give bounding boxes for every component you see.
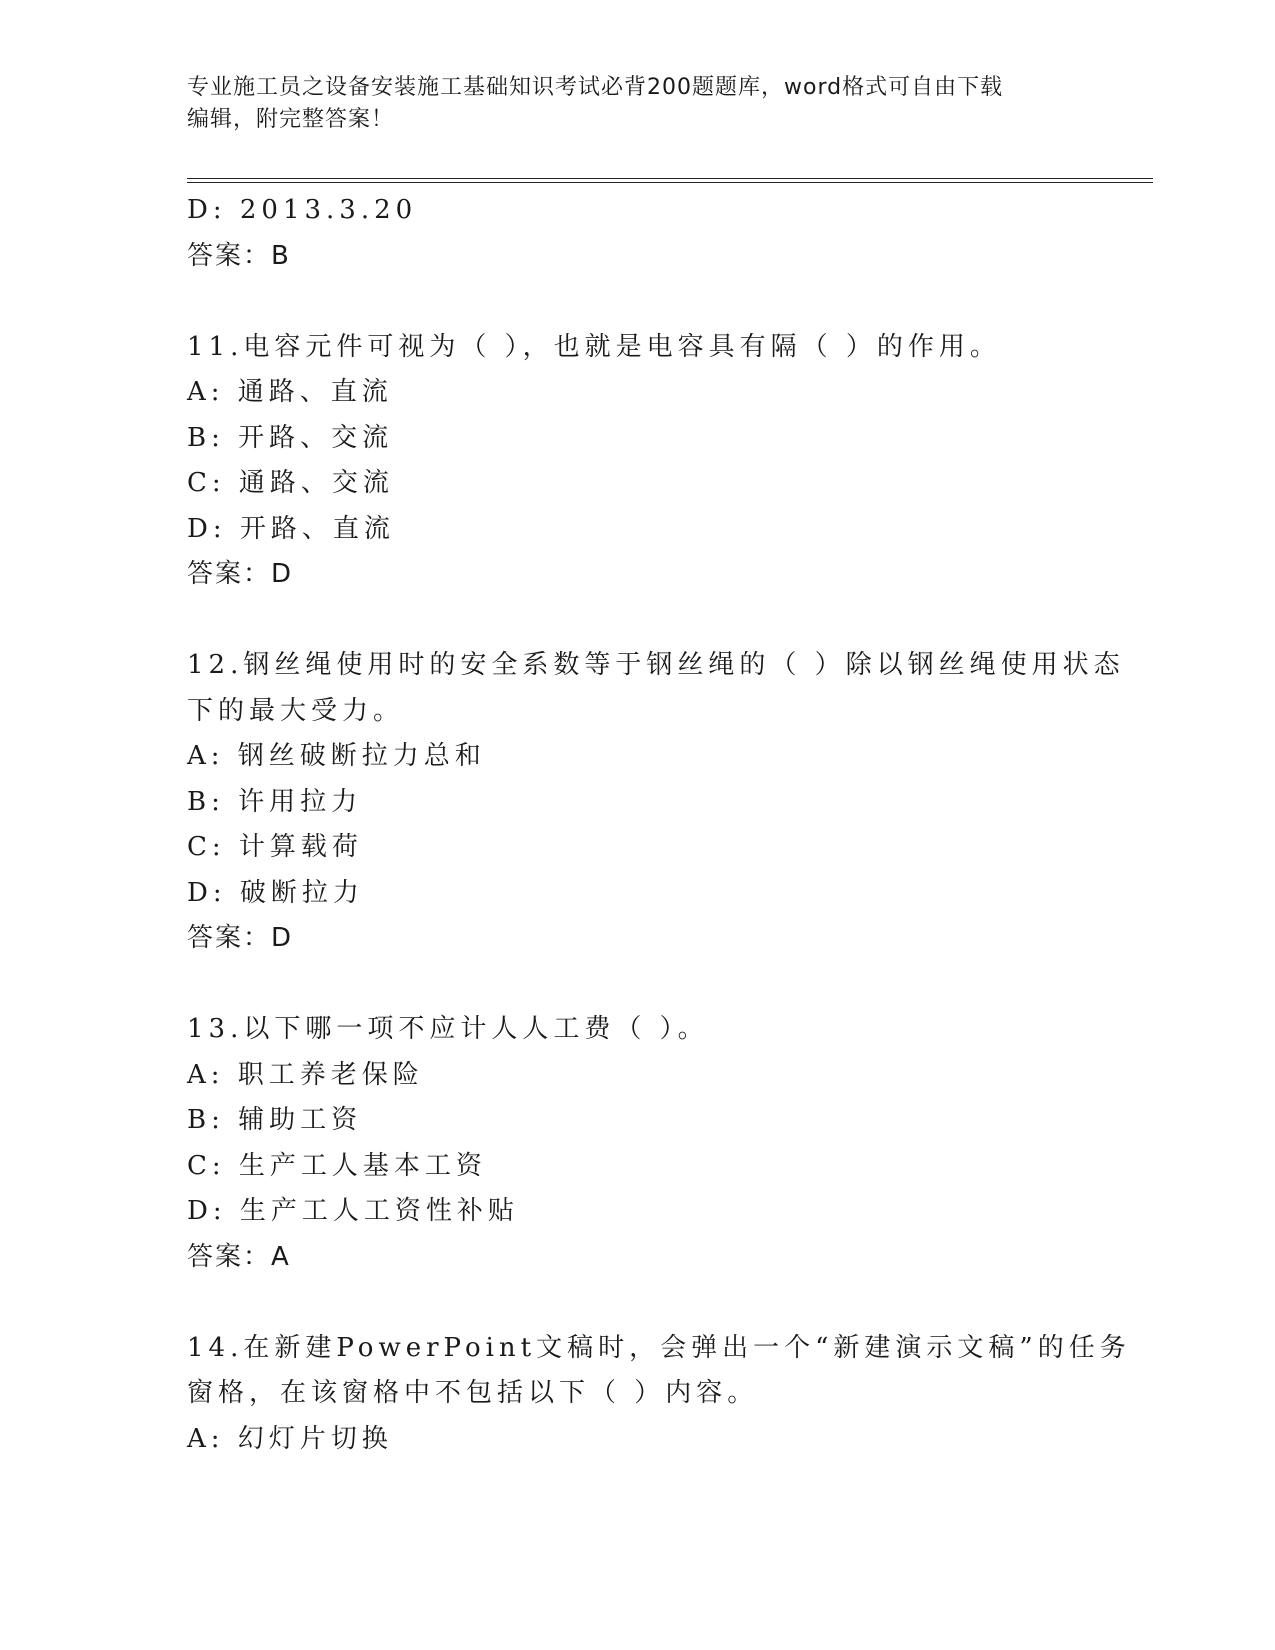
question-stem-line-1: 14.在新建PowerPoint文稿时，会弹出一个“新建演示文稿”的任务 [187, 1332, 1131, 1363]
page-header [187, 72, 1067, 136]
option-d: D: 开路、直流 [187, 513, 395, 544]
option-a: A: 钢丝破断拉力总和 [187, 741, 486, 771]
answer-line: 答案：D [187, 559, 294, 589]
option-b: B: 开路、交流 [187, 422, 394, 453]
question-11 [187, 325, 1067, 598]
option-d: D: 生产工人工资性补贴 [187, 1196, 519, 1226]
option-b: B: 许用拉力 [187, 786, 363, 817]
question-stem: 11.电容元件可视为（ ），也就是电容具有隔（ ）的作用。 [187, 331, 1001, 362]
answer-line: 答案：B [187, 240, 291, 271]
option-a: A: 通路、直流 [187, 377, 393, 407]
question-stem-line-2: 窗格，在该窗格中不包括以下（ ）内容。 [187, 1378, 759, 1408]
option-d: D: 2013.3.20 [187, 195, 418, 225]
option-a: A: 幻灯片切换 [187, 1423, 393, 1454]
answer-line: 答案：D [187, 923, 294, 953]
option-b: B: 辅助工资 [187, 1105, 363, 1135]
question-stem: 13.以下哪一项不应计人人工费（ ）。 [187, 1014, 709, 1044]
question-stem-line-2: 下的最大受力。 [187, 695, 405, 726]
option-c: C: 计算载荷 [187, 832, 363, 862]
header-divider [187, 178, 1153, 183]
option-d: D: 破断拉力 [187, 877, 364, 908]
header-title-line-1: 专业施工员之设备安装施工基础知识考试必背200题题库，word格式可自由下载 [187, 75, 1004, 100]
question-14 [187, 1326, 1131, 1463]
header-title-line-2: 编辑，附完整答案！ [187, 107, 395, 132]
question-stem-line-1: 12.钢丝绳使用时的安全系数等于钢丝绳的（ ）除以钢丝绳使用状态 [187, 650, 1125, 680]
option-a: A: 职工养老保险 [187, 1059, 424, 1090]
option-c: C: 生产工人基本工资 [187, 1150, 487, 1181]
answer-line: 答案：A [187, 1241, 291, 1272]
previous-question-tail [187, 188, 1067, 279]
option-c: C: 通路、交流 [187, 468, 394, 498]
question-13 [187, 1007, 1067, 1280]
document-body [187, 188, 1131, 1462]
question-12 [187, 643, 1125, 962]
